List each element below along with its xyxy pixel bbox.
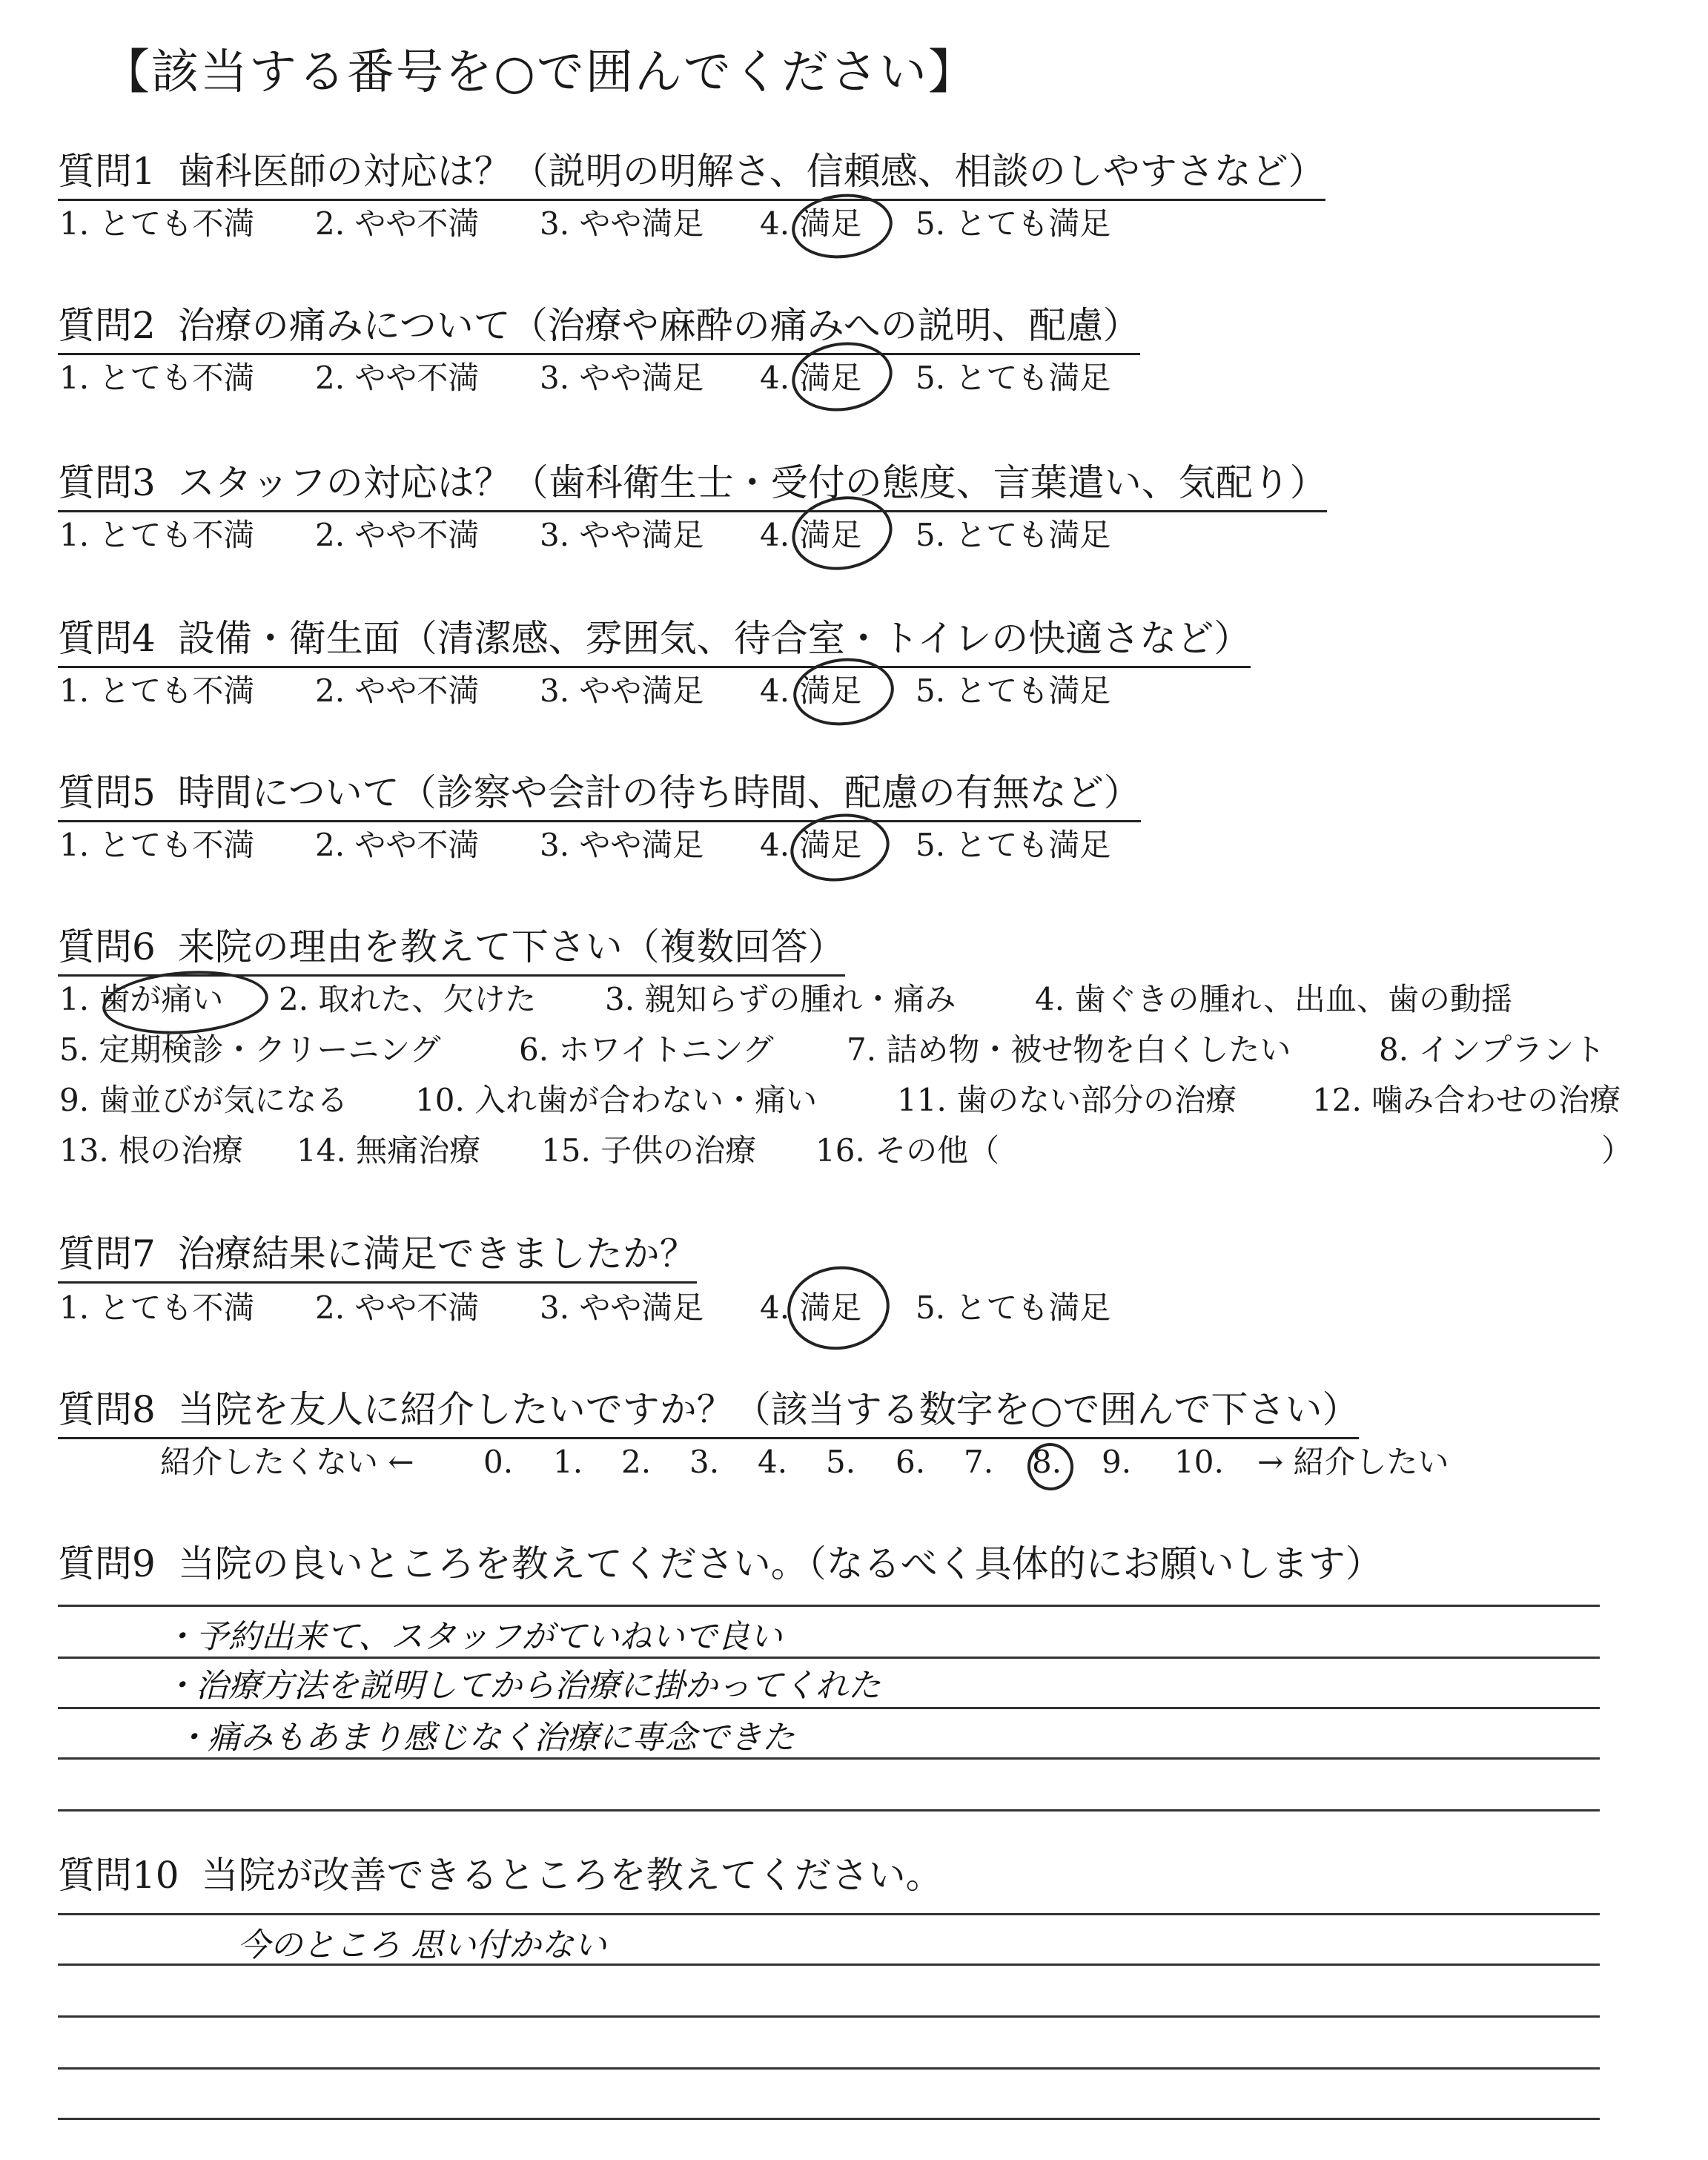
option-2[interactable]: 2. やや不満 xyxy=(315,205,480,242)
q8-number-0[interactable]: 0. xyxy=(483,1444,514,1480)
option-2[interactable]: 2. やや不満 xyxy=(315,517,480,553)
q6-option-11[interactable]: 11. 歯のない部分の治療 xyxy=(897,1082,1237,1118)
question-text: 治療の痛みについて（治療や麻酔の痛みへの説明、配慮） xyxy=(177,304,1140,347)
question-2-title xyxy=(58,300,1140,355)
option-1[interactable]: 1. とても不満 xyxy=(59,1289,255,1326)
q8-number-4[interactable]: 4. xyxy=(758,1444,788,1480)
option-4[interactable]: 4. 満足 xyxy=(760,1289,862,1326)
option-2[interactable]: 2. やや不満 xyxy=(315,1289,480,1326)
q8-number-8[interactable]: 8. xyxy=(1032,1444,1062,1480)
question-text: 設備・衛生面（清潔感、雰囲気、待合室・トイレの快適さなど） xyxy=(177,617,1251,660)
option-4[interactable]: 4. 満足 xyxy=(760,360,862,396)
q8-number-7[interactable]: 7. xyxy=(964,1444,994,1480)
question-label: 質問2 xyxy=(58,304,156,347)
answer-line xyxy=(58,2015,1600,2018)
answer-line xyxy=(58,2118,1600,2120)
option-5[interactable]: 5. とても満足 xyxy=(916,1289,1111,1326)
question-10-title xyxy=(58,1849,943,1903)
question-label: 質問10 xyxy=(58,1854,179,1897)
question-7-title xyxy=(58,1228,697,1284)
q6-option-16[interactable]: 16. その他（ xyxy=(815,1132,1000,1169)
q8-number-1[interactable]: 1. xyxy=(553,1444,583,1480)
q6-option-4[interactable]: 4. 歯ぐきの腫れ、出血、歯の動揺 xyxy=(1035,981,1512,1017)
option-1[interactable]: 1. とても不満 xyxy=(59,827,255,863)
option-3[interactable]: 3. やや満足 xyxy=(540,205,704,242)
question-6-title xyxy=(58,921,845,977)
q8-number-10[interactable]: 10. xyxy=(1174,1444,1224,1480)
question-text: 当院の良いところを教えてください。（なるべく具体的にお願いします） xyxy=(177,1542,1383,1585)
option-5[interactable]: 5. とても満足 xyxy=(916,517,1111,553)
question-text: 当院が改善できるところを教えてください。 xyxy=(201,1854,943,1897)
q8-left-label: 紹介したくない ← xyxy=(160,1444,414,1480)
option-2[interactable]: 2. やや不満 xyxy=(315,827,480,863)
question-text: 治療結果に満足できましたか？ xyxy=(177,1232,697,1275)
question-label: 質問6 xyxy=(58,925,156,968)
option-3[interactable]: 3. やや満足 xyxy=(540,360,704,396)
question-4-title xyxy=(58,612,1251,668)
option-3[interactable]: 3. やや満足 xyxy=(540,517,704,553)
option-1[interactable]: 1. とても不満 xyxy=(59,673,255,709)
q6-option-8[interactable]: 8. インプラント xyxy=(1379,1031,1606,1068)
option-2[interactable]: 2. やや不満 xyxy=(315,673,480,709)
question-1-title xyxy=(58,145,1325,201)
option-5[interactable]: 5. とても満足 xyxy=(916,827,1111,863)
answer-line xyxy=(58,1809,1600,1811)
question-label: 質問7 xyxy=(58,1232,156,1275)
option-5[interactable]: 5. とても満足 xyxy=(916,673,1111,709)
q8-number-9[interactable]: 9. xyxy=(1102,1444,1132,1480)
question-label: 質問4 xyxy=(58,617,156,660)
q6-option-9[interactable]: 9. 歯並びが気になる xyxy=(59,1082,348,1118)
option-4[interactable]: 4. 満足 xyxy=(760,673,862,709)
form-header: 【該当する番号を○で囲んでください】 xyxy=(102,45,977,100)
q6-option-3[interactable]: 3. 親知らずの腫れ・痛み xyxy=(605,981,956,1017)
question-text: 歯科医師の対応は？（説明の明解さ、信頼感、相談のしやすさなど） xyxy=(177,150,1325,193)
option-1[interactable]: 1. とても不満 xyxy=(59,360,255,396)
option-2[interactable]: 2. やや不満 xyxy=(315,360,480,396)
q8-number-3[interactable]: 3. xyxy=(689,1444,720,1480)
option-3[interactable]: 3. やや満足 xyxy=(540,827,704,863)
option-4[interactable]: 4. 満足 xyxy=(760,517,862,553)
q6-other-close-paren: ） xyxy=(1601,1132,1633,1169)
q6-option-6[interactable]: 6. ホワイトニング xyxy=(519,1031,774,1068)
q6-option-7[interactable]: 7. 詰め物・被せ物を白くしたい xyxy=(847,1031,1291,1068)
question-9-title xyxy=(58,1538,1383,1591)
question-label: 質問9 xyxy=(58,1542,156,1585)
q6-option-2[interactable]: 2. 取れた、欠けた xyxy=(279,981,537,1017)
question-text: 当院を友人に紹介したいですか？（該当する数字を○で囲んで下さい） xyxy=(177,1388,1360,1431)
question-3-title xyxy=(58,457,1327,512)
question-5-title xyxy=(58,767,1141,822)
question-text: 時間について（診察や会計の待ち時間、配慮の有無など） xyxy=(177,771,1141,814)
q8-number-5[interactable]: 5. xyxy=(826,1444,856,1480)
q6-option-14[interactable]: 14. 無痛治療 xyxy=(297,1132,481,1169)
question-label: 質問8 xyxy=(58,1388,156,1431)
q6-option-13[interactable]: 13. 根の治療 xyxy=(59,1132,244,1169)
q8-number-2[interactable]: 2. xyxy=(621,1444,652,1480)
option-5[interactable]: 5. とても満足 xyxy=(916,360,1111,396)
q6-option-12[interactable]: 12. 噛み合わせの治療 xyxy=(1312,1082,1621,1118)
answer-line xyxy=(58,1913,1600,1915)
q9-answer-3[interactable]: ・痛みもあまり感じなく治療に専念できた xyxy=(175,1719,795,1757)
option-3[interactable]: 3. やや満足 xyxy=(540,1289,704,1326)
answer-line xyxy=(58,1605,1600,1607)
option-3[interactable]: 3. やや満足 xyxy=(540,673,704,709)
question-label: 質問5 xyxy=(58,771,156,814)
q6-option-10[interactable]: 10. 入れ歯が合わない・痛い xyxy=(415,1082,818,1118)
answer-line xyxy=(58,2067,1600,2070)
question-label: 質問1 xyxy=(58,150,156,193)
q9-answer-2[interactable]: ・治療方法を説明してから治療に掛かってくれた xyxy=(163,1667,881,1705)
q6-option-15[interactable]: 15. 子供の治療 xyxy=(541,1132,757,1169)
option-5[interactable]: 5. とても満足 xyxy=(916,205,1111,242)
q8-number-6[interactable]: 6. xyxy=(896,1444,926,1480)
q6-option-1[interactable]: 1. 歯が痛い xyxy=(59,981,224,1017)
q6-option-5[interactable]: 5. 定期検診・クリーニング xyxy=(59,1031,441,1068)
question-text: スタッフの対応は？（歯科衛生士・受付の態度、言葉遣い、気配り） xyxy=(177,461,1327,504)
question-8-title xyxy=(58,1384,1359,1439)
q10-answer-1[interactable]: 今のところ 思い付かない xyxy=(237,1926,606,1964)
answer-line xyxy=(58,1707,1600,1709)
question-text: 来院の理由を教えて下さい（複数回答） xyxy=(177,925,845,968)
q9-answer-1[interactable]: ・予約出来て、スタッフがていねいで良い xyxy=(163,1618,783,1656)
option-1[interactable]: 1. とても不満 xyxy=(59,205,255,242)
option-1[interactable]: 1. とても不満 xyxy=(59,517,255,553)
q8-right-label: → 紹介したい xyxy=(1257,1444,1449,1480)
question-label: 質問3 xyxy=(58,461,156,504)
option-4[interactable]: 4. 満足 xyxy=(760,205,862,242)
option-4[interactable]: 4. 満足 xyxy=(760,827,862,863)
